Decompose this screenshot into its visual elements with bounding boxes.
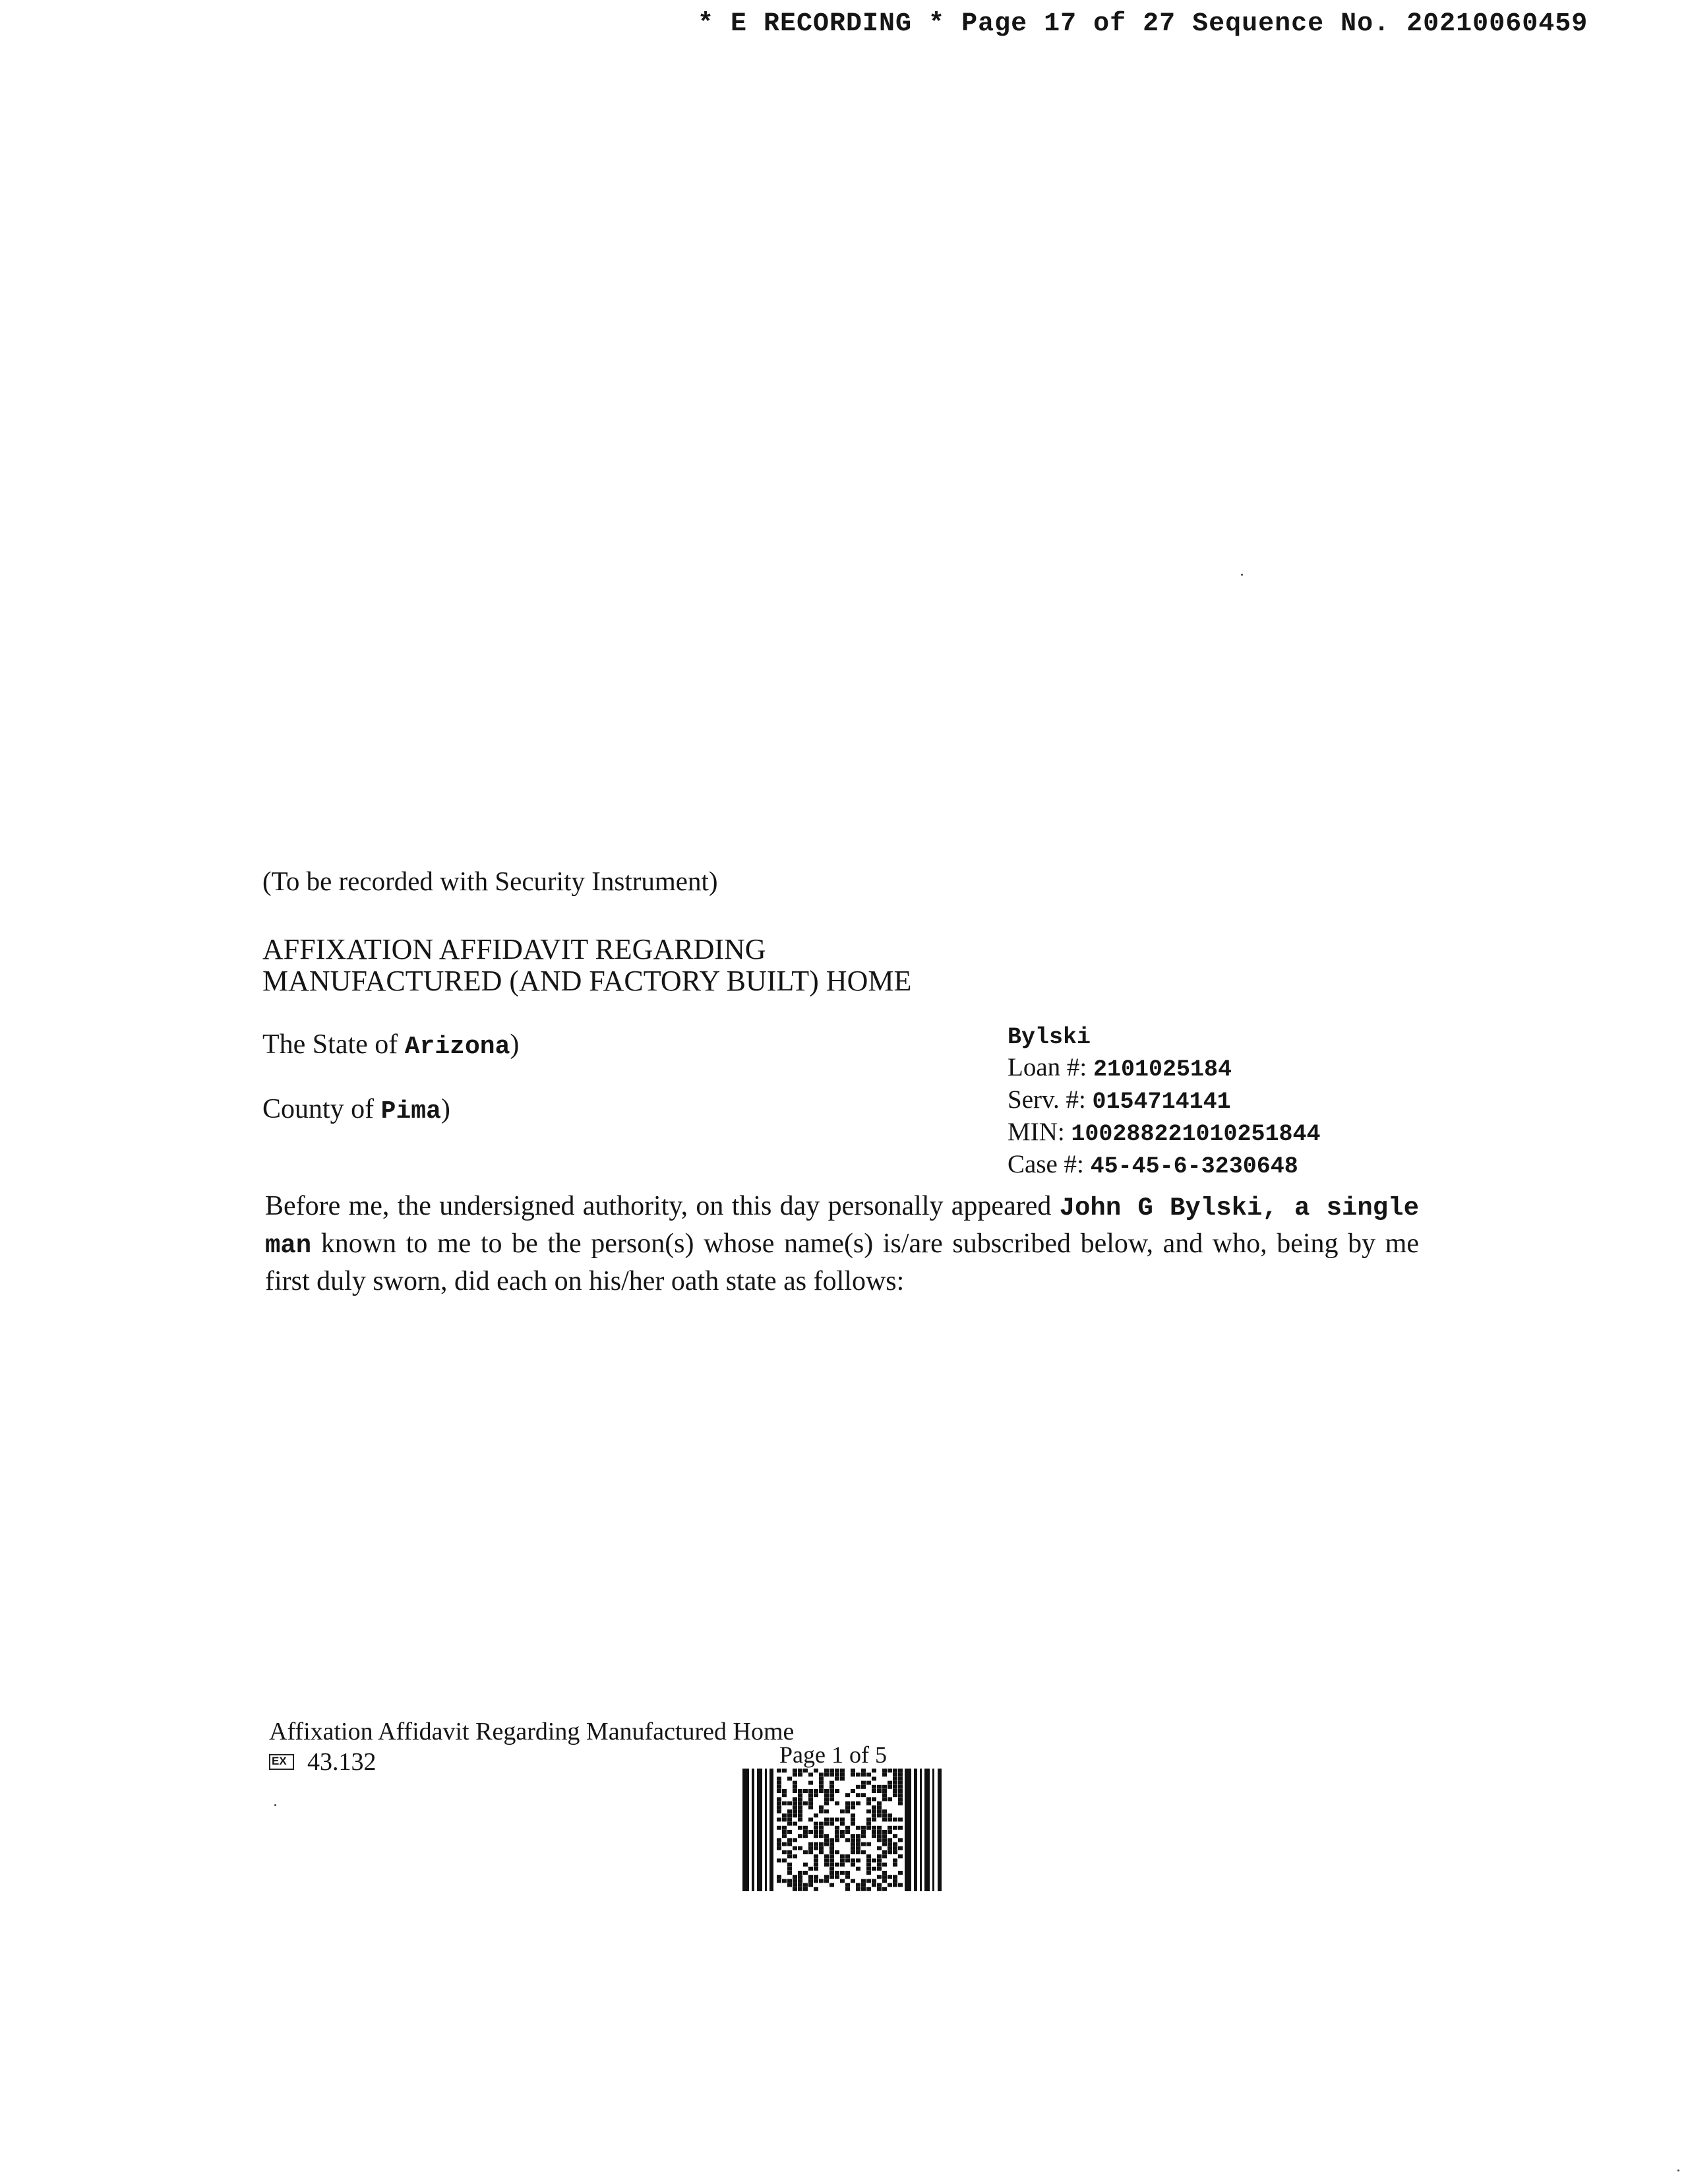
barcode-image: [742, 1769, 943, 1891]
case-number-row: [1008, 1149, 1320, 1182]
case-number-value: 45-45-6-3230648: [1090, 1153, 1298, 1180]
scan-speck: [274, 1804, 276, 1806]
footer-form-title: Affixation Affidavit Regarding Manufactured Home: [269, 1718, 795, 1745]
county-label: County of: [262, 1094, 381, 1124]
state-line: [262, 1029, 519, 1061]
title-line-1: AFFIXATION AFFIDAVIT REGARDING: [262, 933, 766, 965]
title-line-2: MANUFACTURED (AND FACTORY BUILT) HOME: [262, 965, 912, 997]
state-value: Arizona: [404, 1033, 510, 1061]
footer-form-row: [269, 1747, 377, 1776]
min-value: 100288221010251844: [1071, 1121, 1321, 1147]
footer-form-number: 43.132: [307, 1748, 377, 1776]
document-title: [262, 934, 911, 997]
scan-speck: [1677, 2169, 1679, 2171]
state-label: The State of: [262, 1029, 405, 1060]
loan-info-block: [1008, 1021, 1320, 1182]
loan-number-value: 2101025184: [1093, 1056, 1232, 1083]
scan-speck: [1241, 574, 1243, 576]
recording-header: * E RECORDING * Page 17 of 27 Sequence No. 20210060459: [698, 9, 1588, 39]
paragraph-rest: known to me to be the person(s) whose name(s) is/are subscribed below, and who, being by me first duly sworn, did each on his/her oath state as follows:: [265, 1228, 1419, 1296]
county-value: Pima: [380, 1097, 441, 1126]
ex-form-icon: [269, 1754, 294, 1770]
affidavit-paragraph: [265, 1188, 1419, 1299]
paragraph-intro: Before me, the undersigned authority, on this day personally appeared: [265, 1191, 1060, 1221]
loan-number-label: Loan #:: [1008, 1053, 1093, 1081]
loan-number-row: [1008, 1052, 1320, 1085]
serv-number-label: Serv. #:: [1008, 1085, 1093, 1114]
case-number-label: Case #:: [1008, 1150, 1091, 1178]
min-row: [1008, 1117, 1320, 1149]
county-line: [262, 1093, 450, 1126]
county-close-paren: ): [440, 1094, 450, 1124]
page-indicator: Page 1 of 5: [779, 1742, 887, 1768]
serv-number-row: [1008, 1085, 1320, 1117]
serv-number-value: 0154714141: [1092, 1089, 1231, 1115]
appearer-name: John G Bylski, a single man: [265, 1194, 1419, 1260]
borrower-name: Bylski: [1008, 1024, 1091, 1050]
min-label: MIN:: [1008, 1118, 1071, 1146]
state-close-paren: ): [510, 1029, 520, 1060]
record-note: (To be recorded with Security Instrument): [262, 866, 718, 896]
